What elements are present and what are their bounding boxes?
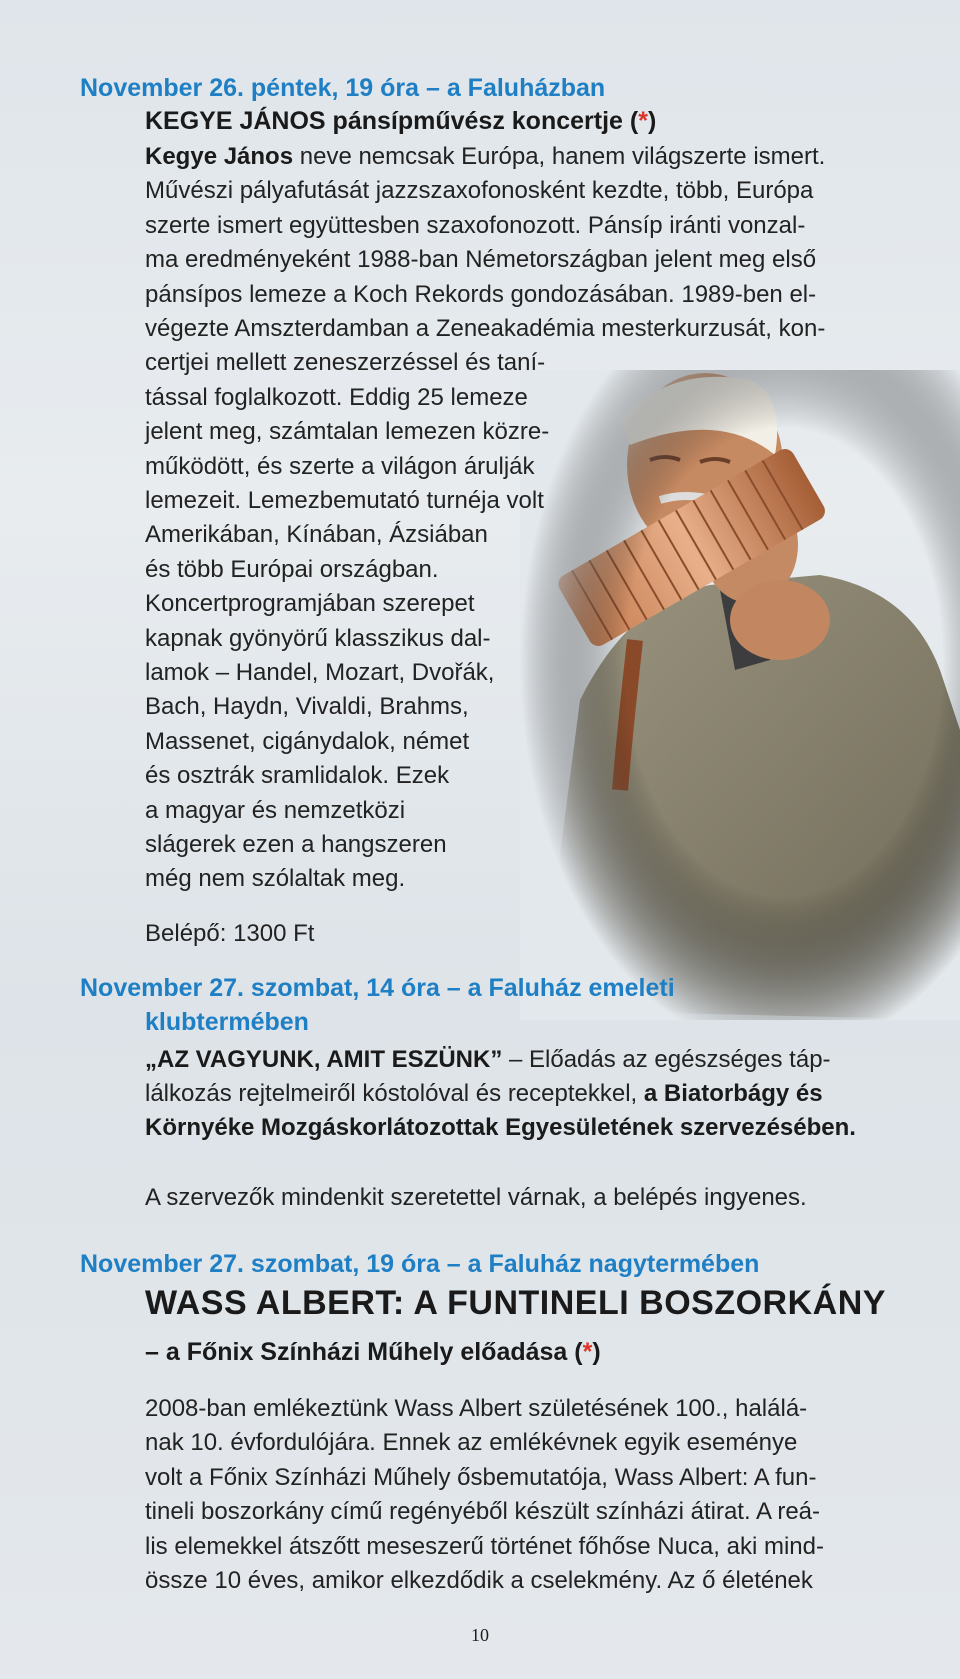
event3-subtitle — [145, 1338, 601, 1367]
event3-subtitle-text: – a Főnix Színházi Műhely előadása ( — [145, 1338, 583, 1366]
event1-line — [145, 622, 491, 656]
event3-line: tineli boszorkány című regényéből készült színházi átirat. A reá- — [145, 1498, 820, 1526]
performer-name: Kegye János — [145, 143, 294, 170]
asterisk-mark: * — [638, 107, 648, 135]
event1-line-text: pánsípos lemeze a Koch Rekords gondozásában. 1989-ben el- — [145, 280, 817, 308]
event1-line — [145, 587, 475, 621]
event2-title: „AZ VAGYUNK, AMIT ESZÜNK” — [145, 1046, 503, 1073]
event2-line-2-text: lálkozás rejtelmeiről kóstolóval és receptekkel, — [145, 1080, 644, 1107]
event1-line — [145, 243, 816, 277]
event3-heading: November 27. szombat, 19 óra – a Faluház nagytermében — [80, 1250, 760, 1278]
event1-line-text: tással foglalkozott. Eddig 25 lemeze — [145, 383, 528, 411]
event1-line-text: végezte Amszterdamban a Zeneakadémia mesterkurzusát, kon- — [145, 315, 826, 342]
event1-line-text: ma eredményeként 1988-ban Németországban jelent meg első — [145, 246, 817, 274]
event1-line — [145, 174, 813, 208]
event1-line-text: Koncertprogramjában szerepet — [145, 590, 475, 618]
event1-line — [145, 690, 469, 724]
event1-line-text: Massenet, cigánydalok, német — [145, 727, 470, 755]
event1-line — [145, 278, 816, 312]
event1-line — [145, 518, 488, 552]
event1-line — [145, 484, 544, 518]
event1-line — [145, 794, 405, 828]
event1-line — [145, 346, 545, 380]
event1-line-text: lemezeit. Lemezbemutató turnéja volt — [145, 487, 544, 514]
event2-line-1 — [145, 1043, 831, 1077]
event2-note: A szervezők mindenkit szeretettel várnak, a belépés ingyenes. — [145, 1184, 807, 1211]
event1-line — [145, 450, 535, 484]
event3-line: nak 10. évfordulójára. Ennek az emlékévnek egyik eseménye — [145, 1429, 798, 1457]
event1-line — [145, 759, 449, 793]
event1-line — [145, 828, 447, 862]
event1-entry-fee: Belépő: 1300 Ft — [145, 920, 315, 947]
event3-line: 2008-ban emlékeztünk Wass Albert születésének 100., halálá- — [145, 1395, 808, 1422]
event2-heading: November 27. szombat, 14 óra – a Faluház emeleti — [80, 974, 675, 1002]
event1-line — [145, 381, 528, 415]
event2-heading-venue: klubtermében — [145, 1008, 309, 1036]
event2-line-1-text: – Előadás az egészséges táp- — [502, 1046, 831, 1073]
event1-title-text: KEGYE JÁNOS pánsípművész koncertje ( — [145, 107, 639, 135]
event1-line-text: lamok – Handel, Mozart, Dvořák, — [145, 659, 495, 686]
event1-line — [145, 553, 439, 587]
event1-line — [145, 140, 825, 174]
event3-line: össze 10 éves, amikor elkezdődik a cselekmény. Az ő életének — [145, 1567, 813, 1594]
event1-line — [145, 656, 494, 690]
event1-heading: November 26. péntek, 19 óra – a Faluházban — [80, 74, 606, 102]
event1-line-text: kapnak gyönyörű klasszikus dal- — [145, 624, 491, 652]
event3-subtitle-close: ) — [592, 1338, 601, 1366]
event1-line — [145, 725, 469, 759]
event1-line — [145, 415, 549, 449]
event1-line-text: neve nemcsak Európa, hanem világszerte ismert. — [293, 143, 826, 170]
event1-title — [145, 107, 656, 136]
event3-title: WASS ALBERT: A FUNTINELI BOSZORKÁNY — [145, 1284, 886, 1322]
event1-line-text: még nem szólaltak meg. — [145, 865, 406, 893]
event1-line-text: és több Európai országban. — [145, 555, 439, 583]
event2-organizer-2: Környéke Mozgáskorlátozottak Egyesületének szervezésében. — [145, 1114, 856, 1141]
event1-line-text: Amerikában, Kínában, Ázsiában — [145, 521, 488, 549]
event2-organizer-1: a Biatorbágy és — [643, 1080, 823, 1107]
event3-line: volt a Főnix Színházi Műhely ősbemutatója, Wass Albert: A fun- — [145, 1463, 817, 1491]
event1-title-close: ) — [647, 107, 657, 135]
event1-line — [145, 862, 405, 896]
event1-line-text: Bach, Haydn, Vivaldi, Brahms, — [145, 693, 469, 721]
event1-line-text: működött, és szerte a világon árulják — [145, 452, 535, 480]
event1-line-text: és osztrák sramlidalok. Ezek — [145, 762, 450, 790]
event3-line: lis elemekkel átszőtt meseszerű történet főhőse Nuca, aki mind- — [145, 1532, 824, 1560]
event1-line-text: certjei mellett zeneszerzéssel és taní- — [145, 349, 546, 377]
event2-line-3 — [145, 1111, 856, 1145]
event1-line-text: a magyar és nemzetközi — [145, 796, 406, 824]
asterisk-mark: * — [582, 1338, 593, 1366]
event1-line-text: Művészi pályafutását jazzszaxofonosként kezdte, több, Európa — [145, 177, 814, 205]
event1-line — [145, 209, 805, 243]
musician-photo — [520, 370, 960, 1020]
page-number: 10 — [471, 1625, 489, 1645]
event2-line-2 — [145, 1077, 823, 1111]
event1-line-text: jelent meg, számtalan lemezen közre- — [145, 418, 550, 446]
event1-line — [145, 312, 825, 346]
event1-line-text: szerte ismert együttesben szaxofonozott. Pánsíp iránti vonzal- — [145, 211, 806, 239]
event1-line-text: slágerek ezen a hangszeren — [145, 831, 447, 858]
